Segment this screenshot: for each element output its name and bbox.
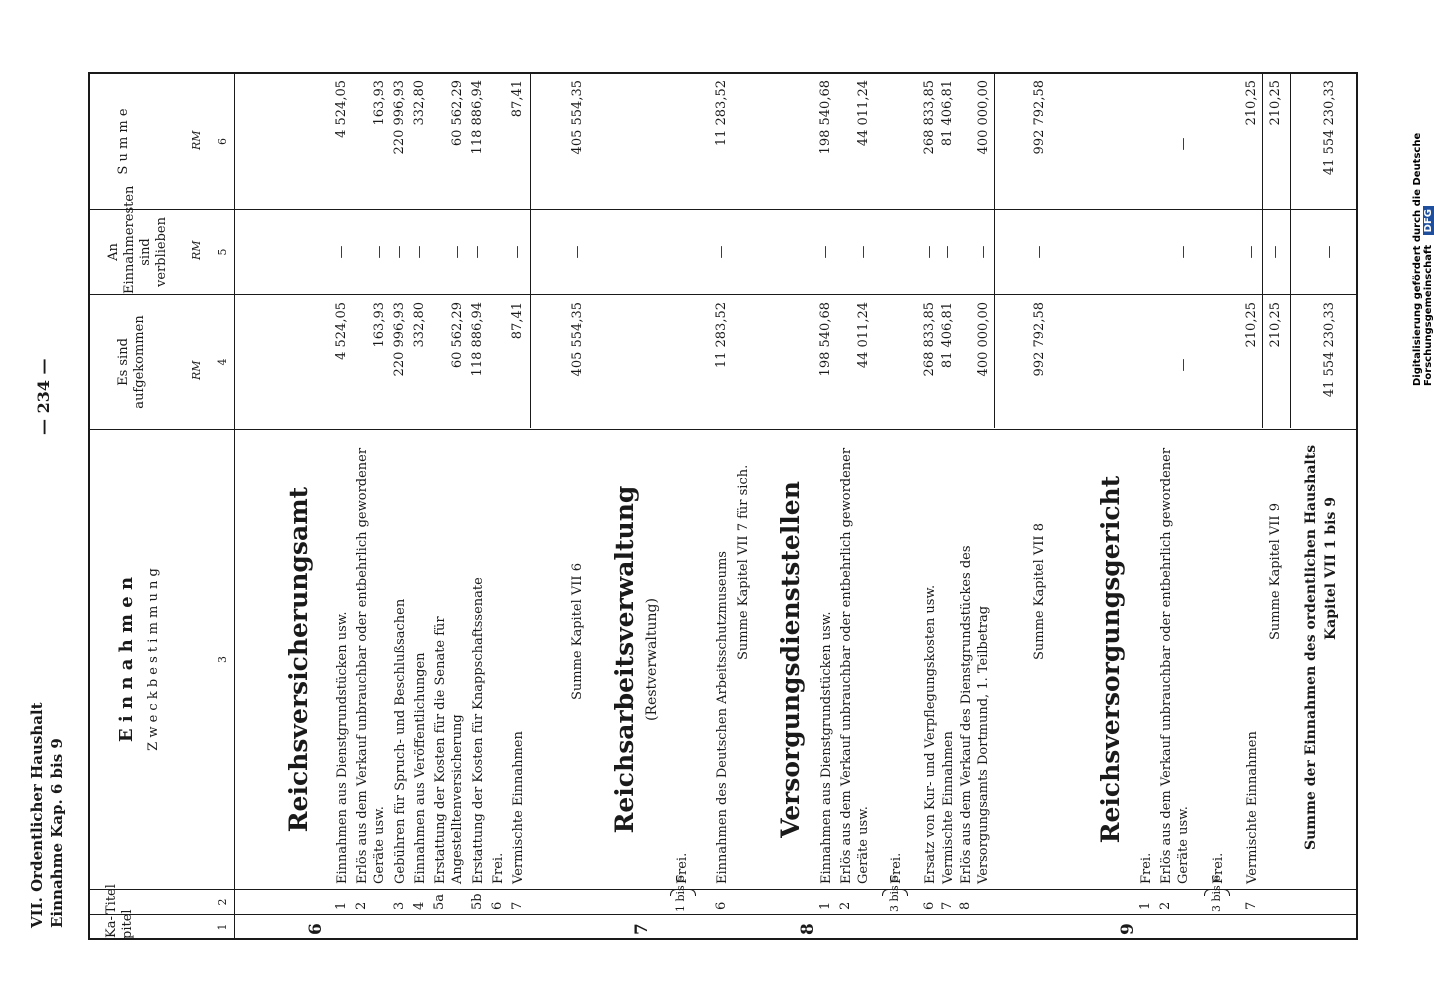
row-8-2-rest: — [856, 245, 871, 259]
table-right-border [88, 72, 1358, 74]
row-8-1-rest: — [818, 245, 833, 259]
header-subtitle: Einnahme Kap. 6 bis 9 [48, 738, 66, 928]
titel-8-2: 2 [838, 901, 853, 910]
titel-6-1: 1 [334, 901, 349, 910]
row-9-7-sum: 210,25 [1244, 80, 1259, 126]
col-number-6: 6 [216, 138, 229, 145]
row-6-7-rest: — [510, 245, 525, 259]
grand-total-rule [1290, 74, 1291, 428]
col-header-summe: S u m m e [116, 108, 131, 175]
sum-label-6: Summe Kapitel VII 6 [570, 563, 585, 700]
unit-label-4: RM [190, 360, 203, 380]
row-6-2-amount: 163,93 [372, 302, 387, 348]
col-number-4: 4 [216, 358, 229, 366]
section-title-7: Reichsarbeitsverwaltung [610, 485, 639, 834]
row-6-1-rest: — [334, 245, 349, 259]
row-8-2-sum: 44 011,24 [856, 80, 871, 147]
row-9-7-text: Vermischte Einnahmen [1245, 731, 1260, 884]
dfg-logo: DFG [1423, 206, 1434, 235]
row-6-7-text: Vermischte Einnahmen [511, 731, 526, 884]
col-number-5: 5 [216, 248, 229, 256]
row-6-5a-amount: 60 562,29 [450, 302, 465, 369]
sum-rest-9: — [1268, 245, 1283, 259]
titel-6-2: 2 [354, 901, 369, 910]
grand-total-amount: 41 554 230,33 [1322, 302, 1337, 398]
row-6-6-text: Frei. [491, 852, 506, 884]
row-6-5a-text: Erstattung der Kosten für die Senate für Angestelltenversicherung [433, 616, 465, 884]
row-8-8-sum: 400 000,00 [976, 80, 991, 155]
unit-label-6: RM [190, 130, 203, 150]
section-subtitle-7: (Restverwaltung) [644, 598, 660, 721]
titel-7-6: 6 [714, 901, 729, 910]
row-8-8-rest: — [976, 245, 991, 259]
col-header-kapitel: Ka- pitel [104, 909, 135, 939]
sum-total-9: 210,25 [1268, 80, 1283, 126]
row-6-4-sum: 332,80 [412, 80, 427, 126]
grand-total-sum: 41 554 230,33 [1322, 80, 1337, 176]
col-divider-4 [88, 294, 1358, 295]
row-6-3-rest: — [392, 245, 407, 259]
titel-6-7: 7 [510, 901, 525, 910]
row-6-5b-text: Erstattung der Kosten für Knappschaftssenate [471, 577, 486, 884]
row-6-5a-rest: — [450, 245, 465, 259]
row-8-2-text: Erlös aus dem Verkauf unbrauchbar oder entbehrlich gewordener Geräte usw. [839, 447, 871, 884]
sum-label-9: Summe Kapitel VII 9 [1268, 503, 1283, 640]
brace-7 [670, 889, 696, 896]
row-7-1-text: Frei. [675, 852, 690, 884]
row-9-7-rest: — [1244, 245, 1259, 259]
table-top-border [88, 72, 90, 940]
row-8-8-text: Erlös aus dem Verkauf des Dienstgrundstückes des Versorgungsamts Dortmund, 1. Teilbetrag [959, 545, 991, 884]
titel-8-8: 8 [958, 901, 973, 910]
sum-amount-9: 210,25 [1268, 302, 1283, 348]
col-header-reste: An Einnahmeresten sind verblieben [106, 185, 169, 294]
digitization-credit [1408, 6, 1432, 386]
row-8-6-sum: 268 833,85 [922, 80, 937, 155]
page-number: — 234 — [34, 358, 53, 435]
row-6-2-rest: — [372, 245, 387, 259]
titel-7-1-5: 1 bis 5 [674, 874, 687, 912]
sum-total-6: 405 554,35 [570, 80, 585, 155]
titel-8-7: 7 [940, 901, 955, 910]
row-6-7-amount: 87,41 [510, 302, 525, 340]
titel-6-5b: 5b [470, 893, 485, 910]
row-6-3-sum: 220 996,93 [392, 80, 407, 155]
header-title: VII. Ordentlicher Haushalt [28, 702, 46, 928]
row-9-7-amount: 210,25 [1244, 302, 1259, 348]
subtotal-rule-6 [530, 74, 531, 428]
subtotal-rule-8 [994, 74, 995, 428]
row-8-8-amount: 400 000,00 [976, 302, 991, 377]
col-header-einnahmen: E i n n a h m e n [116, 576, 137, 743]
table-left-border [88, 938, 1358, 940]
subtotal-rule-9 [1262, 74, 1263, 428]
titel-8-1: 1 [818, 901, 833, 910]
row-8-1-sum: 198 540,68 [818, 80, 833, 155]
sum-amount-6: 405 554,35 [570, 302, 585, 377]
credit-text: Digitalisierung gefördert durch die Deutsche Forschungsgemeinschaft [1412, 132, 1434, 386]
row-8-6-rest: — [922, 245, 937, 259]
row-6-5a-sum: 60 562,29 [450, 80, 465, 147]
row-6-1-text: Einnahmen aus Dienstgrundstücken usw. [335, 611, 350, 884]
brace-9 [1204, 889, 1230, 896]
row-8-7-sum: 81 406,81 [940, 80, 955, 147]
titel-9-7: 7 [1244, 901, 1259, 910]
section-title-9: Reichsversorgungsgericht [1096, 475, 1125, 844]
row-9-2-text: Erlös aus dem Verkauf unbrauchbar oder entbehrlich gewordener Geräte usw. [1159, 447, 1191, 884]
row-6-5b-amount: 118 886,94 [470, 302, 485, 377]
row-9-2-amount: — [1176, 358, 1191, 372]
titel-8-3-5: 3 bis 5 [888, 874, 901, 912]
row-6-7-sum: 87,41 [510, 80, 525, 118]
row-8-6-text: Ersatz von Kur- und Verpflegungskosten usw. [923, 584, 938, 884]
header-bottom-rule [234, 72, 235, 940]
row-8-1-amount: 198 540,68 [818, 302, 833, 377]
sum-total-8: 992 792,58 [1032, 80, 1047, 155]
row-8-3-text: Frei. [889, 852, 904, 884]
row-7-6-amount: 11 283,52 [714, 302, 729, 369]
section-title-6: Reichsversicherungsamt [284, 486, 313, 833]
row-6-2-sum: 163,93 [372, 80, 387, 126]
sum-label-8: Summe Kapitel VII 8 [1032, 523, 1047, 660]
row-9-1-text: Frei. [1139, 852, 1154, 884]
row-9-2-sum: — [1176, 137, 1191, 151]
brace-8 [882, 889, 908, 896]
row-6-1-sum: 4 524,05 [334, 80, 349, 138]
row-9-3-text: Frei. [1211, 852, 1226, 884]
row-8-7-text: Vermischte Einnahmen [941, 731, 956, 884]
row-7-6-rest: — [714, 245, 729, 259]
row-8-6-amount: 268 833,85 [922, 302, 937, 377]
grand-total-rest: — [1322, 245, 1337, 259]
sum-amount-8: 992 792,58 [1032, 302, 1047, 377]
row-6-5b-sum: 118 886,94 [470, 80, 485, 155]
col-divider-1 [88, 914, 1358, 915]
titel-9-2: 2 [1158, 901, 1173, 910]
row-6-5b-rest: — [470, 245, 485, 259]
row-8-2-amount: 44 011,24 [856, 302, 871, 369]
row-7-6-sum: 11 283,52 [714, 80, 729, 147]
rotated-budget-page [20, 60, 1370, 940]
col-divider-2 [88, 889, 1358, 890]
sum-rest-8: — [1032, 245, 1047, 259]
section-title-8: Versorgungsdienststellen [776, 481, 805, 838]
sum-label-7: Summe Kapitel VII 7 für sich. [736, 464, 751, 660]
titel-9-3-6: 3 bis 6 [1210, 874, 1223, 912]
col-header-aufgekommen: Es sind aufgekommen [116, 315, 147, 409]
row-6-4-rest: — [412, 245, 427, 259]
titel-8-6: 6 [922, 901, 937, 910]
row-6-2-text: Erlös aus dem Verkauf unbrauchbar oder entbehrlich gewordener Geräte usw. [355, 447, 387, 884]
grand-total-label-2: Kapitel VII 1 bis 9 [1323, 497, 1339, 640]
titel-6-5a: 5a [432, 893, 447, 910]
row-8-7-rest: — [940, 245, 955, 259]
titel-9-1: 1 [1138, 901, 1153, 910]
col-header-titel: Titel [104, 884, 119, 914]
col-divider-3 [88, 429, 1358, 430]
grand-total-label-1: Summe der Einnahmen des ordentlichen Haushalts [1303, 444, 1319, 850]
titel-6-6: 6 [490, 901, 505, 910]
col-header-zweck: Z w e c k b e s t i m m u n g [146, 568, 161, 751]
table-bottom-border [1356, 72, 1358, 940]
row-8-7-amount: 81 406,81 [940, 302, 955, 369]
row-6-4-text: Einnahmen aus Veröffentlichungen [413, 652, 428, 884]
row-8-1-text: Einnahmen aus Dienstgrundstücken usw. [819, 611, 834, 884]
chapter-number-6: 6 [306, 923, 326, 935]
titel-6-4: 4 [412, 901, 427, 910]
row-7-6-text: Einnahmen des Deutschen Arbeitsschutzmuseums [715, 551, 730, 884]
row-6-1-amount: 4 524,05 [334, 302, 349, 360]
chapter-number-7: 7 [632, 923, 652, 935]
row-6-4-amount: 332,80 [412, 302, 427, 348]
row-6-3-amount: 220 996,93 [392, 302, 407, 377]
chapter-number-8: 8 [798, 923, 818, 935]
row-6-3-text: Gebühren für Spruch- und Beschlußsachen [393, 598, 408, 884]
sum-rest-6: — [570, 245, 585, 259]
titel-6-3: 3 [392, 901, 407, 910]
col-number-2: 2 [216, 898, 229, 906]
unit-label-5: RM [190, 240, 203, 260]
col-number-3: 3 [216, 656, 229, 663]
row-9-2-rest: — [1176, 245, 1191, 259]
col-number-1: 1 [216, 923, 229, 931]
chapter-number-9: 9 [1118, 923, 1138, 935]
